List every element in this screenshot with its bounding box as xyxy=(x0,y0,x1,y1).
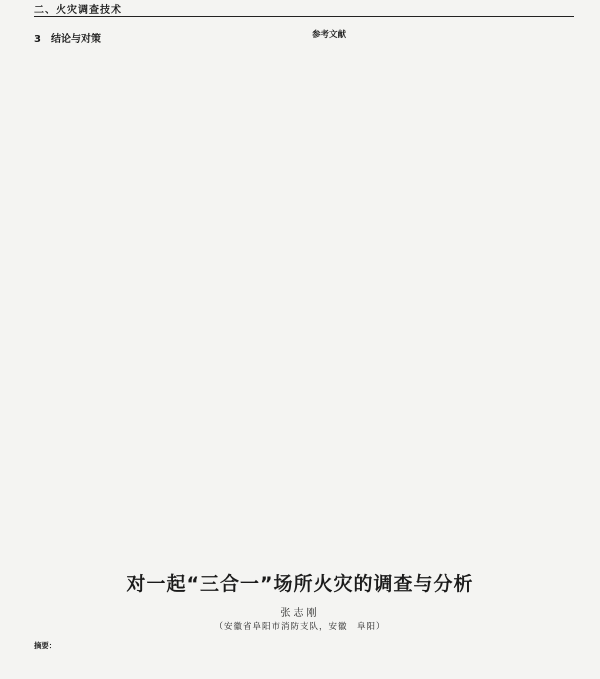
abstract-label: 摘要： xyxy=(34,641,57,650)
left-column xyxy=(34,22,296,51)
section-3-heading: 3 结论与对策 xyxy=(34,34,101,45)
section-header-text: 二、火灾调查技术 xyxy=(34,5,122,16)
article-title: 对一起“三合一”场所火灾的调查与分析 xyxy=(126,573,474,595)
running-header xyxy=(34,0,574,17)
references-heading: 参考文献 xyxy=(312,30,347,40)
article-author: 张志刚 xyxy=(280,608,320,619)
author-affiliation: （安徽省阜阳市消防支队，安徽 阜阳） xyxy=(214,622,386,632)
right-column xyxy=(312,22,574,44)
article-abstract xyxy=(34,640,574,652)
